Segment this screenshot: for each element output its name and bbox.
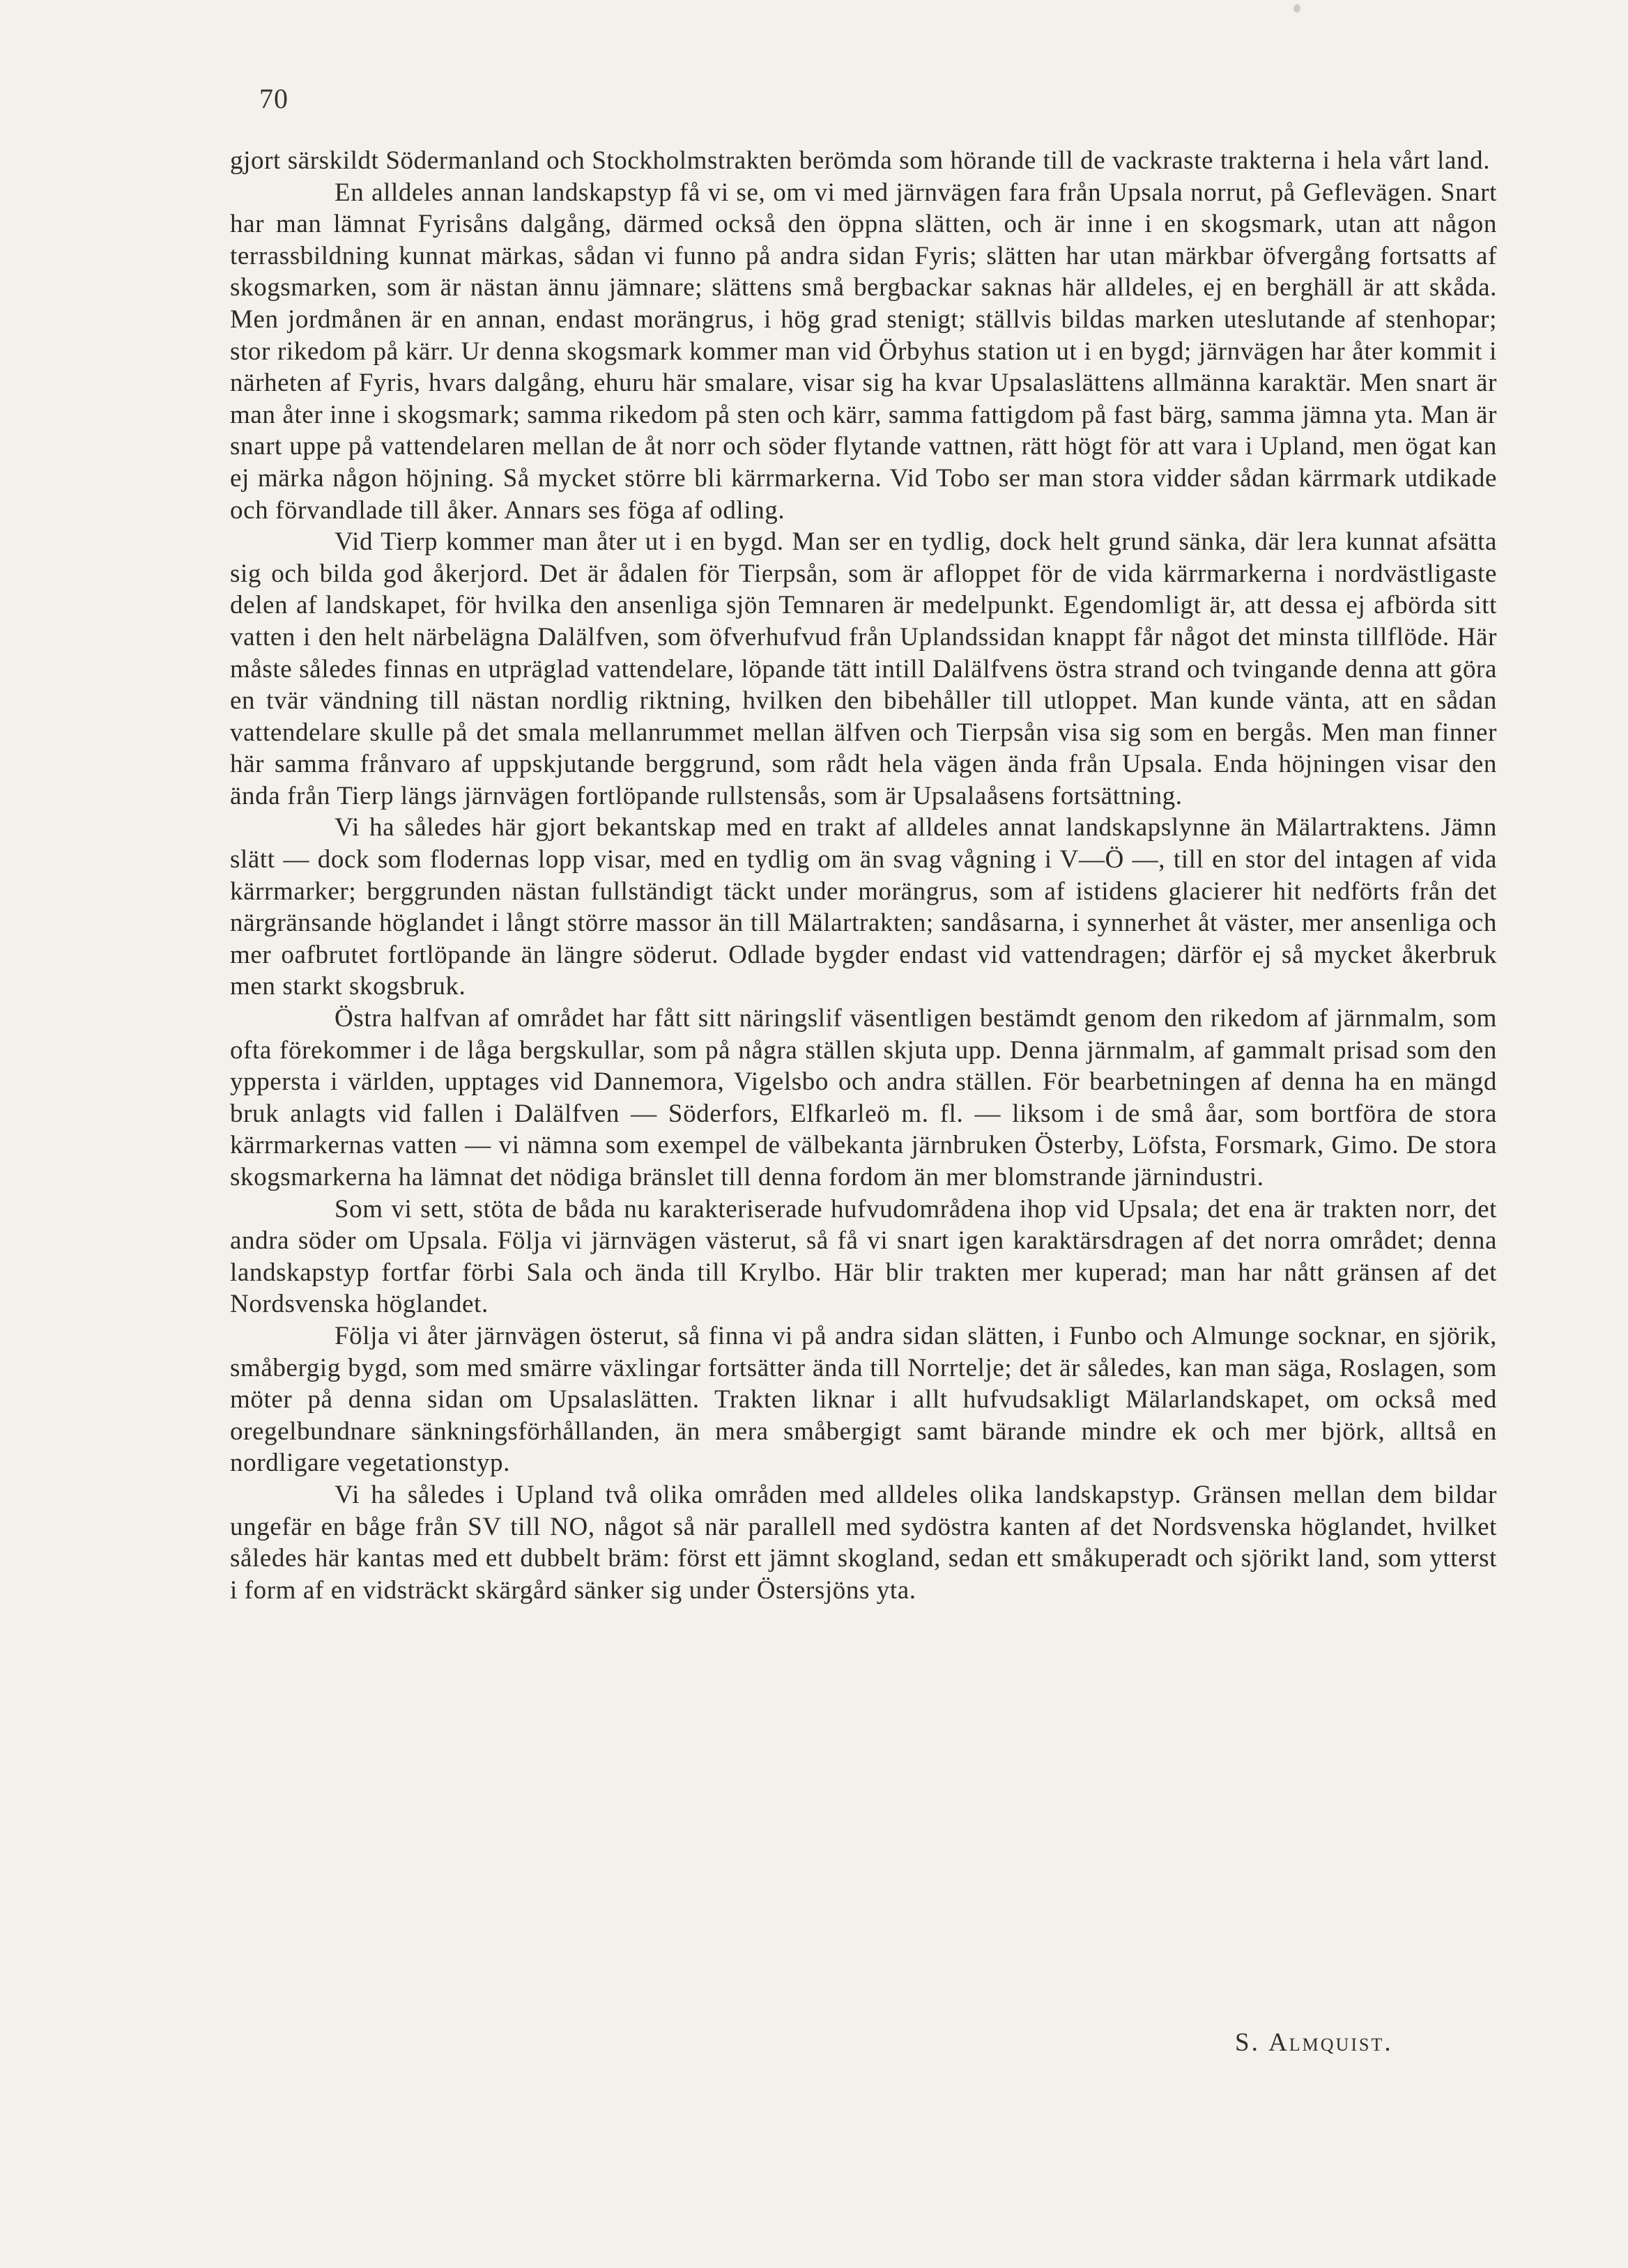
paragraph: En alldeles annan landskapstyp få vi se, om vi med järnvägen fara från Upsala norrut, på Geflevägen. Snart har man lämnat Fyrisåns dalgång, därmed också den öppna slätten, och är inne i en skogsmark, utan att någon terrassbildning kunnat märkas, sådan vi funno på andra sidan Fyris; slätten har utan märkbar öfvergång fortsatts af skogsmarken, som är nästan ännu jämnare; slättens små bergbackar saknas här alldeles, ej en berghäll är att skåda. Men jordmånen är en annan, endast morängrus, i hög grad stenigt; ställvis bildas marken uteslutande af stenhopar; stor rikedom på kärr. Ur denna skogsmark kommer man vid Örbyhus station ut i en bygd; järnvägen har åter kommit i närheten af Fyris, hvars dalgång, ehuru här smalare, visar sig ha kvar Upsalaslättens allmänna karaktär. Men snart är man åter inne i skogsmark; samma rikedom på sten och kärr, samma fattigdom på fast bärg, samma jämna yta. Man är snart uppe på vattendelaren mellan de åt norr och söder flytande vattnen, rätt högt för att vara i Upland, men ögat kan ej märka någon höjning. Så mycket större bli kärrmarkerna. Vid Tobo ser man stora vidder sådan kärrmark utdikade och förvandlade till åker. Annars ses föga af odling. xyxy=(230,178,1497,525)
signature-initial: S. xyxy=(1235,2028,1269,2057)
paragraph: Vi ha således i Upland två olika områden med alldeles olika landskapstyp. Gränsen mellan dem bildar ungefär en båge från SV till NO, något så när parallell med sydöstra kanten af det Nordsvenska höglandet, hvilket således här kantas med ett dubbelt bräm: först ett jämnt skogland, sedan ett småkuperadt och sjörikt land, som ytterst i form af en vidsträckt skärgård sänker sig under Östersjöns yta. xyxy=(230,1480,1497,1605)
page-number: 70 xyxy=(259,83,289,114)
signature-surname: Almquist. xyxy=(1268,2028,1393,2057)
author-signature xyxy=(1235,2028,1393,2058)
paper-speck xyxy=(1293,4,1300,13)
paragraph: Östra halfvan af området har fått sitt näringslif väsentligen bestämdt genom den rikedom af järnmalm, som ofta förekommer i de låga bergskullar, som på några ställen skjuta upp. Denna järnmalm, af gammalt prisad som den yppersta i världen, upptages vid Dannemora, Vigelsbo och andra ställen. För bearbetningen af denna ha en mängd bruk anlagts vid fallen i Dalälfven — Söderfors, Elfkarleö m. fl. — liksom i de små åar, som bortföra de stora kärrmarkernas vatten — vi nämna som exempel de välbekanta järnbruken Österby, Löfsta, Forsmark, Gimo. De stora skogsmarkerna ha lämnat det nödiga bränslet till denna fordom än mer blomstrande järnindustri. xyxy=(230,1004,1497,1191)
paragraph-continuation: gjort särskildt Södermanland och Stockholmstrakten berömda som hörande till de vackraste trakterna i hela vårt land. xyxy=(230,146,1491,175)
paragraph: Följa vi åter järnvägen österut, så finna vi på andra sidan slätten, i Funbo och Almunge socknar, en sjörik, småbergig bygd, som med smärre växlingar fortsätter ända till Norrtelje; det är således, kan man säga, Roslagen, som möter på denna sidan om Upsalaslätten. Trakten liknar i allt hufvudsakligt Mälarlandskapet, om också med oregelbundnare sänkningsförhållanden, än mera småbergigt samt bärande mindre ek och mer björk, alltså en nordligare vegetationstyp. xyxy=(230,1321,1497,1478)
paragraph: Vi ha således här gjort bekantskap med en trakt af alldeles annat landskapslynne än Mälartraktens. Jämn slätt — dock som flodernas lopp visar, med en tydlig om än svag vågning i V—Ö —, till en stor del intagen af vida kärrmarker; berggrunden nästan fullständigt täckt under morängrus, som af istidens glacierer hit nedförts från det närgränsande höglandet i långt större massor än till Mälartrakten; sandåsarna, i synnerhet åt väster, mer ansenliga och mer oafbrutet fortlöpande än längre söderut. Odlade bygder endast vid vattendragen; därför ej så mycket åkerbruk men starkt skogsbruk. xyxy=(230,813,1497,1001)
paragraph: Vid Tierp kommer man åter ut i en bygd. Man ser en tydlig, dock helt grund sänka, där lera kunnat afsätta sig och bilda god åkerjord. Det är ådalen för Tierpsån, som är afloppet för de vida kärrmarkerna i nordvästligaste delen af landskapet, för hvilka den ansenliga sjön Temnaren är medelpunkt. Egendomligt är, att dessa ej afbörda sitt vatten i den helt närbelägna Dalälfven, som öfverhufvud från Uplandssidan knappt får något det minsta tillflöde. Här måste således finnas en utpräglad vattendelare, löpande tätt intill Dalälfvens östra strand och tvingande denna att göra en tvär vändning till nästan nordlig riktning, hvilken den bibehåller till utloppet. Man kunde vänta, att en sådan vattendelare skulle på det smala mellanrummet mellan älfven och Tierpsån visa sig som en bergås. Men man finner här samma frånvaro af uppskjutande berggrund, som rådt hela vägen ända från Upsala. Enda höjningen visar den ända från Tierp längs järnvägen fortlöpande rullstensås, som är Upsalaåsens fortsättning. xyxy=(230,527,1497,810)
paragraph: Som vi sett, stöta de båda nu karakteriserade hufvudområdena ihop vid Upsala; det ena är trakten norr, det andra söder om Upsala. Följa vi järnvägen västerut, så få vi snart igen karaktärsdragen af det norra området; denna landskapstyp fortfar förbi Sala och ända till Krylbo. Här blir trakten mer kuperad; man har nått gränsen af det Nordsvenska höglandet. xyxy=(230,1194,1497,1319)
body-text xyxy=(230,145,1497,1606)
